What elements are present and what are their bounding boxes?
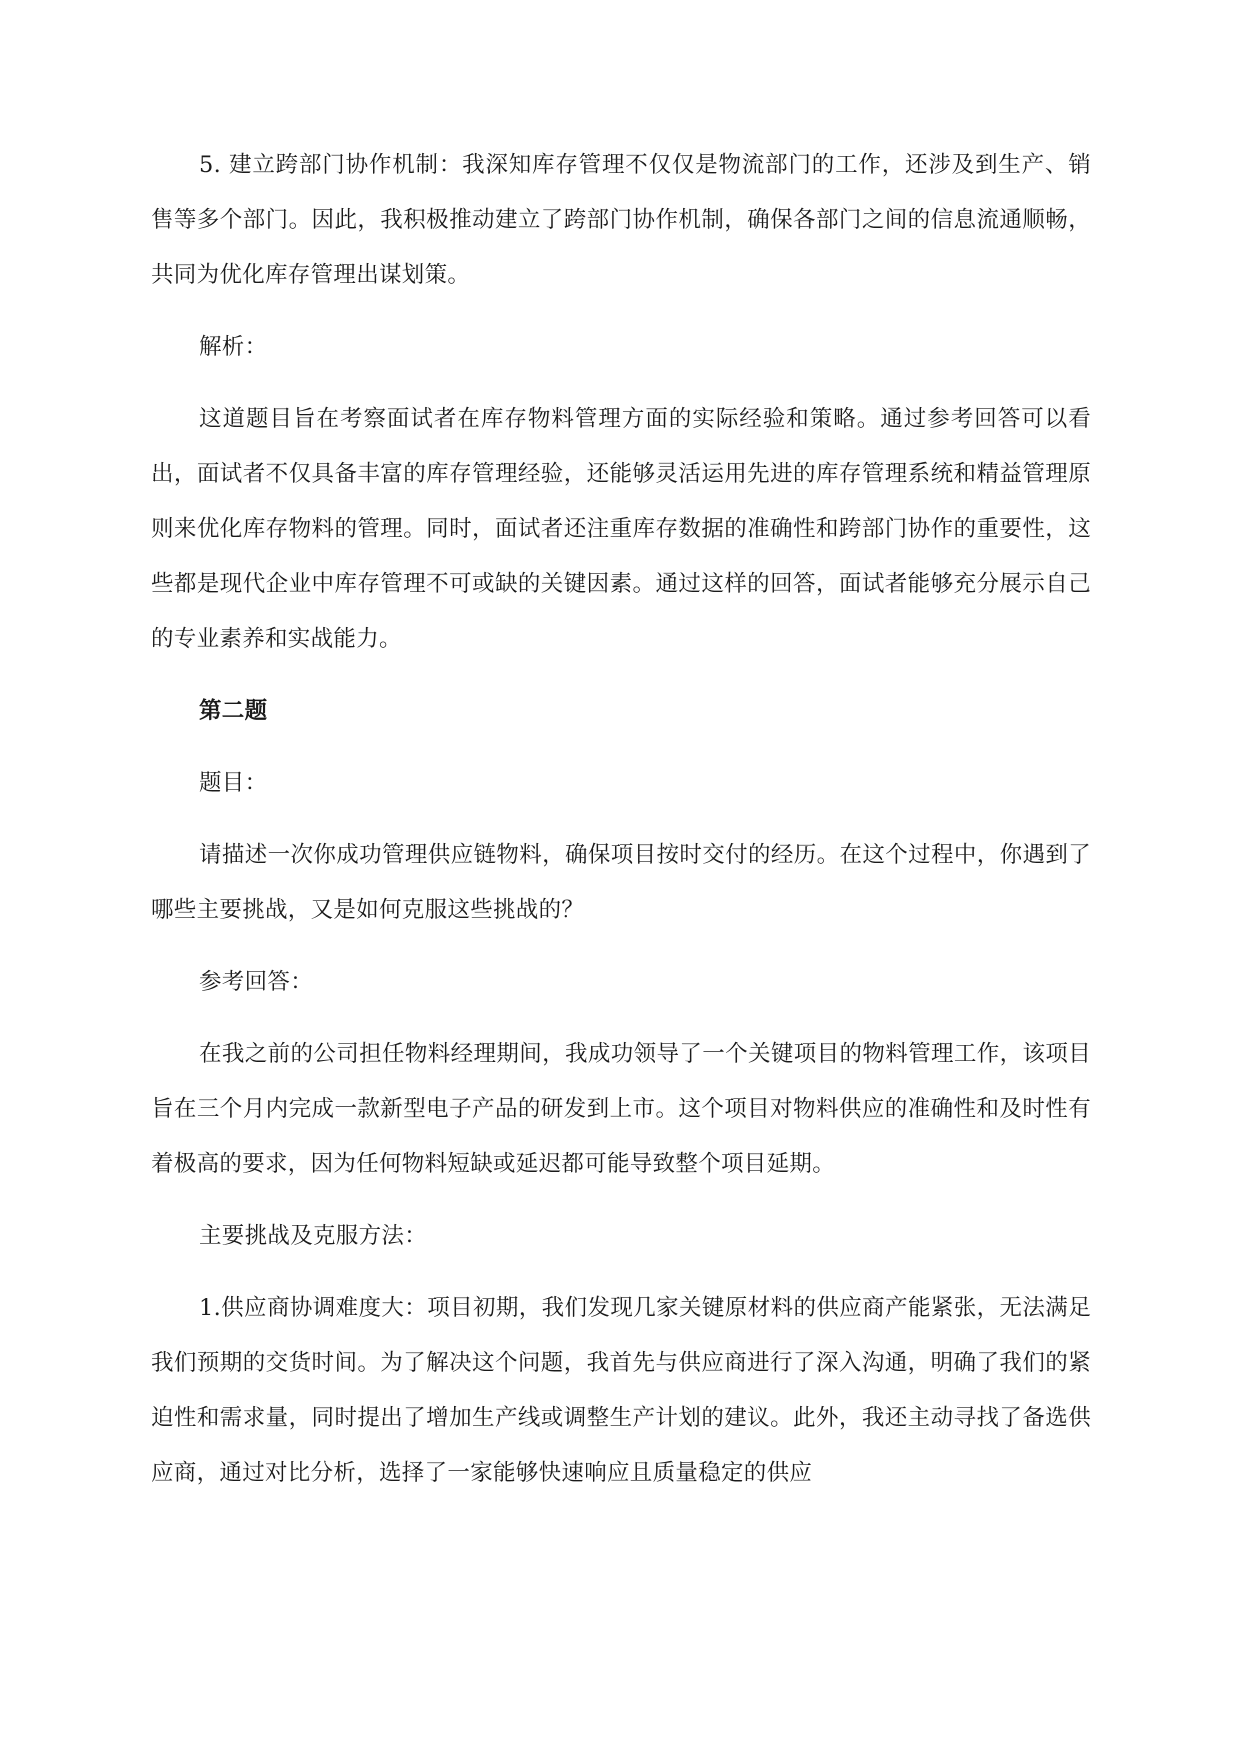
label-reference-answer: 参考回答： bbox=[199, 969, 314, 995]
paragraph-analysis: 这道题目旨在考察面试者在库存物料管理方面的实际经验和策略。通过参考回答可以看出，面试者不仅具备丰富的库存管理经验，还能够灵活运用先进的库存管理系统和精益管理原则来优化库存物料的管理。同时，面试者还注重库存数据的准确性和跨部门协作的重要性，这些都是现代企业中库存管理不可或缺的关键因素。通过这样的回答，面试者能够充分展示自己的专业素养和实战能力。 bbox=[151, 406, 1091, 652]
paragraph-reference-answer: 在我之前的公司担任物料经理期间，我成功领导了一个关键项目的物料管理工作，该项目旨在三个月内完成一款新型电子产品的研发到上市。这个项目对物料供应的准确性和及时性有着极高的要求，因为任何物料短缺或延迟都可能导致整个项目延期。 bbox=[151, 1041, 1091, 1177]
section-heading-question-two: 第二题 bbox=[199, 698, 268, 724]
label-analysis: 解析： bbox=[199, 334, 268, 360]
paragraph-cross-department-collaboration: 5. 建立跨部门协作机制：我深知库存管理不仅仅是物流部门的工作，还涉及到生产、销售等多个部门。因此，我积极推动建立了跨部门协作机制，确保各部门之间的信息流通顺畅，共同为优化库存管理出谋划策。 bbox=[151, 152, 1091, 288]
label-main-challenges: 主要挑战及克服方法： bbox=[199, 1223, 428, 1249]
paragraph-question: 请描述一次你成功管理供应链物料，确保项目按时交付的经历。在这个过程中，你遇到了哪些主要挑战，又是如何克服这些挑战的？ bbox=[151, 842, 1091, 923]
paragraph-supplier-coordination: 1.供应商协调难度大：项目初期，我们发现几家关键原材料的供应商产能紧张，无法满足我们预期的交货时间。为了解决这个问题，我首先与供应商进行了深入沟通，明确了我们的紧迫性和需求量，同时提出了增加生产线或调整生产计划的建议。此外，我还主动寻找了备选供应商，通过对比分析，选择了一家能够快速响应且质量稳定的供应 bbox=[151, 1295, 1091, 1486]
document-body bbox=[151, 138, 1091, 1518]
label-question: 题目： bbox=[199, 770, 268, 796]
